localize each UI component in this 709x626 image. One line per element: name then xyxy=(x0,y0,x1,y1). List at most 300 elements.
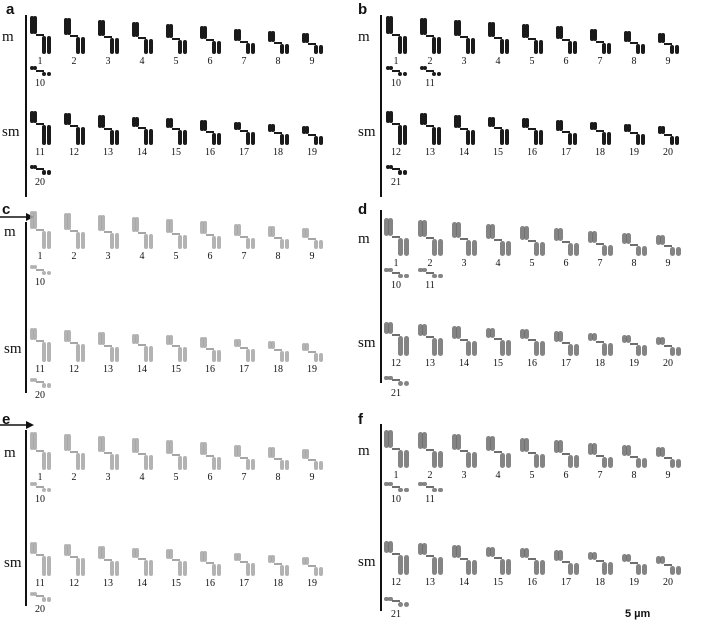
chromatid xyxy=(81,558,85,576)
centromere xyxy=(596,41,604,43)
chromatid xyxy=(42,342,46,362)
chromosome-pair xyxy=(28,482,52,492)
centromere xyxy=(392,334,400,336)
chromosome-pair xyxy=(384,322,408,356)
chromatid xyxy=(574,455,579,468)
chromatid xyxy=(466,38,470,54)
centromere xyxy=(240,130,248,132)
chromatid xyxy=(500,453,505,468)
chromatid xyxy=(178,347,182,362)
chromatid xyxy=(466,560,471,575)
chromosome-number: 6 xyxy=(563,258,569,269)
chromatid xyxy=(403,72,407,76)
chromatid xyxy=(534,130,538,145)
chromosome-number: 18 xyxy=(273,364,283,375)
chromatid xyxy=(491,22,495,37)
chromatid xyxy=(246,459,250,471)
centromere xyxy=(308,238,316,240)
chromatid xyxy=(432,37,436,54)
chromatid xyxy=(67,213,71,230)
chromosome-number: 20 xyxy=(35,604,45,615)
chromatid xyxy=(101,215,105,231)
chromatid xyxy=(47,72,51,76)
chromatid xyxy=(237,29,241,41)
centromere xyxy=(494,37,502,39)
chromosome-number: 17 xyxy=(561,358,571,369)
chromosome-number: 11 xyxy=(425,280,435,291)
chromatid xyxy=(76,453,80,470)
chromosome-number: 11 xyxy=(35,147,45,158)
row-label: m xyxy=(4,224,16,240)
chromosome-pair xyxy=(452,20,476,54)
chromatid xyxy=(203,221,207,234)
chromatid xyxy=(602,562,607,575)
chromatid xyxy=(404,488,409,492)
chromosome-number: 13 xyxy=(425,147,435,158)
chromosome-pair xyxy=(198,551,222,576)
chromatid xyxy=(457,115,461,128)
centromere xyxy=(70,230,78,232)
chromatid xyxy=(466,240,471,256)
chromatid xyxy=(169,335,173,345)
chromatid xyxy=(144,346,148,362)
chromosome-pair xyxy=(588,29,612,54)
chromatid xyxy=(217,133,221,146)
chromosome-number: 20 xyxy=(663,147,673,158)
chromosome-number: 4 xyxy=(495,258,501,269)
chromatid xyxy=(42,597,46,602)
chromosome-pair xyxy=(300,126,324,145)
chromatid xyxy=(540,242,545,256)
centromere xyxy=(36,486,44,488)
chromatid xyxy=(178,235,182,249)
chromosome-number: 12 xyxy=(391,147,401,158)
centromere xyxy=(36,450,44,452)
centromere xyxy=(36,554,44,556)
chromosome-number: 20 xyxy=(663,577,673,588)
chromatid xyxy=(438,239,443,256)
centromere xyxy=(308,43,316,45)
chromosome-number: 17 xyxy=(561,577,571,588)
centromere xyxy=(392,448,400,450)
chromatid xyxy=(404,274,409,278)
chromosome-number: 16 xyxy=(205,578,215,589)
row-label: sm xyxy=(2,124,20,140)
row-label: m xyxy=(358,443,370,459)
chromatid xyxy=(183,456,187,470)
chromatid xyxy=(490,436,495,451)
chromosome-pair xyxy=(656,447,680,468)
chromatid xyxy=(568,563,573,576)
centromere xyxy=(392,168,400,170)
chromatid xyxy=(305,33,309,43)
centromere xyxy=(206,348,214,350)
chromatid xyxy=(403,36,407,54)
chromatid xyxy=(33,111,37,123)
chromatid xyxy=(237,445,241,457)
centromere xyxy=(36,340,44,342)
chromatid xyxy=(422,324,427,336)
chromatid xyxy=(33,16,37,34)
chromosome-pair xyxy=(486,547,510,575)
chromatid xyxy=(178,40,182,54)
chromosome-pair xyxy=(452,115,476,145)
chromatid xyxy=(500,340,505,356)
chromosome-pair xyxy=(164,549,188,576)
chromatid xyxy=(437,37,441,54)
chromosome-number: 17 xyxy=(239,578,249,589)
centromere xyxy=(36,229,44,231)
chromatid xyxy=(251,43,255,55)
chromosome-pair xyxy=(520,118,544,145)
chromatid xyxy=(500,39,504,54)
chromosome-number: 10 xyxy=(391,494,401,505)
chromatid xyxy=(319,45,323,55)
chromatid xyxy=(285,44,289,55)
chromatid xyxy=(115,347,119,362)
centromere xyxy=(392,70,400,72)
chromatid xyxy=(642,564,647,575)
chromatid xyxy=(47,383,51,388)
chromatid xyxy=(398,36,402,54)
chromatid xyxy=(627,31,631,42)
chromatid xyxy=(574,563,579,576)
chromatid xyxy=(660,556,665,564)
chromosome-number: 3 xyxy=(461,258,467,269)
chromosome-pair xyxy=(520,438,544,468)
chromatid xyxy=(423,18,427,35)
chromatid xyxy=(574,243,579,256)
chromatid xyxy=(271,555,275,563)
centromere xyxy=(138,37,146,39)
chromatid xyxy=(217,564,221,577)
chromatid xyxy=(636,564,641,575)
chromosome-pair xyxy=(232,122,256,145)
chromatid xyxy=(398,170,402,175)
centromere xyxy=(274,349,282,351)
centromere xyxy=(494,127,502,129)
centromere xyxy=(392,34,400,36)
chromatid xyxy=(212,457,216,470)
chromatid xyxy=(398,238,403,256)
chromatid xyxy=(271,447,275,458)
chromatid xyxy=(212,41,216,54)
chromosome-number: 1 xyxy=(37,251,43,262)
chromosome-number: 9 xyxy=(665,258,671,269)
chromatid xyxy=(500,241,505,256)
chromosome-pair xyxy=(452,222,476,256)
chromatid xyxy=(592,231,597,243)
chromosome-pair xyxy=(418,324,442,356)
chromatid xyxy=(246,43,250,55)
chromosome-pair xyxy=(384,376,408,386)
chromatid xyxy=(457,20,461,36)
chromatid xyxy=(388,541,393,553)
centromere xyxy=(562,342,570,344)
centromere xyxy=(596,243,604,245)
chromatid xyxy=(149,234,153,249)
centromere xyxy=(460,339,468,341)
chromatid xyxy=(319,240,323,250)
chromosome-number: 17 xyxy=(239,147,249,158)
centromere xyxy=(664,345,672,347)
chromosome-number: 2 xyxy=(71,56,77,67)
chromosome-pair xyxy=(198,442,222,470)
chromatid xyxy=(110,454,114,470)
chromosome-pair xyxy=(28,16,52,54)
chromosome-number: 4 xyxy=(139,56,145,67)
chromatid xyxy=(169,549,173,559)
centromere xyxy=(36,269,44,271)
chromosome-pair xyxy=(300,33,324,54)
centromere xyxy=(460,238,468,240)
chromatid xyxy=(115,38,119,54)
chromatid xyxy=(101,20,105,36)
chromosome-pair xyxy=(232,339,256,362)
chromatid xyxy=(670,459,675,469)
chromatid xyxy=(212,564,216,577)
chromosome-number: 7 xyxy=(597,470,603,481)
chromosome-number: 12 xyxy=(391,577,401,588)
chromatid xyxy=(203,120,207,131)
chromatid xyxy=(280,351,284,362)
chromatid xyxy=(246,132,250,145)
row-label: m xyxy=(4,445,16,461)
chromatid xyxy=(422,432,427,449)
scale-bar-label: 5 µm xyxy=(625,608,651,620)
centromere xyxy=(562,39,570,41)
centromere xyxy=(172,38,180,40)
chromosome-number: 15 xyxy=(171,147,181,158)
centromere xyxy=(206,455,214,457)
chromatid xyxy=(101,436,105,452)
centromere xyxy=(274,458,282,460)
centromere xyxy=(172,559,180,561)
chromosome-number: 14 xyxy=(137,147,147,158)
chromosome-number: 10 xyxy=(391,78,401,89)
chromatid xyxy=(280,44,284,55)
chromosome-number: 6 xyxy=(563,470,569,481)
chromosome-pair xyxy=(452,434,476,468)
centromere xyxy=(494,557,502,559)
chromosome-number: 2 xyxy=(71,472,77,483)
chromosome-pair xyxy=(418,543,442,575)
chromosome-number: 11 xyxy=(35,364,45,375)
chromatid xyxy=(47,271,51,275)
chromatid xyxy=(660,235,665,245)
chromatid xyxy=(47,231,51,249)
chromatid xyxy=(169,118,173,128)
chromosome-pair xyxy=(232,224,256,249)
chromosome-number: 21 xyxy=(391,177,401,188)
chromosome-pair xyxy=(232,445,256,470)
chromosome-number: 19 xyxy=(629,147,639,158)
chromosome-pair xyxy=(96,215,120,249)
chromatid xyxy=(81,232,85,249)
centromere xyxy=(664,245,672,247)
centromere xyxy=(392,553,400,555)
centromere xyxy=(426,237,434,239)
chromatid xyxy=(471,38,475,54)
chromatid xyxy=(525,24,529,38)
chromatid xyxy=(438,557,443,575)
chromatid xyxy=(212,350,216,363)
chromosome-pair xyxy=(130,22,154,54)
chromosome-pair xyxy=(486,328,510,356)
chromatid xyxy=(47,125,51,145)
chromatid xyxy=(534,454,539,468)
chromatid xyxy=(593,29,597,41)
centromere xyxy=(36,34,44,36)
chromosome-number: 3 xyxy=(461,56,467,67)
chromatid xyxy=(437,127,441,145)
chromatid xyxy=(389,111,393,123)
centromere xyxy=(274,132,282,134)
chromosome-number: 7 xyxy=(241,56,247,67)
chromosome-number: 19 xyxy=(307,578,317,589)
chromosome-number: 6 xyxy=(207,56,213,67)
chromosome-number: 18 xyxy=(273,578,283,589)
centromere xyxy=(70,342,78,344)
chromosome-pair xyxy=(622,124,646,145)
chromosome-number: 20 xyxy=(35,390,45,401)
chromatid xyxy=(183,235,187,249)
chromosome-number: 14 xyxy=(459,577,469,588)
chromosome-number: 7 xyxy=(241,251,247,262)
chromosome-pair xyxy=(266,555,290,576)
chromosome-pair xyxy=(96,436,120,470)
chromatid xyxy=(76,232,80,249)
chromosome-number: 8 xyxy=(275,472,281,483)
chromosome-pair xyxy=(588,552,612,575)
centromere xyxy=(172,128,180,130)
chromatid xyxy=(602,457,607,469)
chromosome-pair xyxy=(588,333,612,356)
chromatid xyxy=(67,330,71,342)
row-divider-line xyxy=(380,210,382,383)
chromatid xyxy=(524,438,529,452)
chromatid xyxy=(305,228,309,238)
chromatid xyxy=(534,341,539,356)
chromosome-number: 1 xyxy=(37,472,43,483)
centromere xyxy=(70,556,78,558)
chromatid xyxy=(607,132,611,145)
centromere xyxy=(392,123,400,125)
chromosome-number: 10 xyxy=(35,78,45,89)
chromatid xyxy=(305,126,309,134)
chromatid xyxy=(404,602,409,607)
chromatid xyxy=(398,72,402,76)
chromosome-pair xyxy=(28,378,52,388)
chromosome-number: 8 xyxy=(631,258,637,269)
chromatid xyxy=(456,222,461,238)
chromatid xyxy=(398,336,403,356)
centromere xyxy=(562,453,570,455)
chromatid xyxy=(432,557,437,575)
chromatid xyxy=(305,557,309,565)
chromosome-number: 16 xyxy=(527,577,537,588)
centromere xyxy=(104,345,112,347)
panel-label: e xyxy=(2,411,11,428)
centromere xyxy=(494,239,502,241)
chromatid xyxy=(602,245,607,257)
chromatid xyxy=(456,326,461,339)
chromatid xyxy=(540,341,545,356)
centromere xyxy=(460,558,468,560)
chromatid xyxy=(285,239,289,250)
chromatid xyxy=(540,454,545,468)
chromosome-number: 3 xyxy=(105,56,111,67)
chromatid xyxy=(81,127,85,145)
chromatid xyxy=(314,45,318,55)
chromatid xyxy=(149,346,153,362)
centromere xyxy=(104,452,112,454)
chromosome-number: 13 xyxy=(425,577,435,588)
chromatid xyxy=(472,560,477,575)
chromosome-pair xyxy=(130,548,154,576)
chromatid xyxy=(404,555,409,575)
chromatid xyxy=(110,38,114,54)
chromosome-pair xyxy=(198,26,222,54)
chromosome-number: 12 xyxy=(69,364,79,375)
chromatid xyxy=(237,224,241,236)
row-label: sm xyxy=(358,124,376,140)
centromere xyxy=(426,272,434,274)
centromere xyxy=(206,562,214,564)
chromosome-number: 19 xyxy=(629,358,639,369)
chromatid xyxy=(203,26,207,39)
chromatid xyxy=(592,333,597,341)
chromosome-number: 1 xyxy=(37,56,43,67)
chromosome-number: 2 xyxy=(427,470,433,481)
chromatid xyxy=(144,129,148,145)
chromosome-pair xyxy=(656,556,680,575)
chromosome-number: 15 xyxy=(493,577,503,588)
chromosome-pair xyxy=(588,443,612,468)
centromere xyxy=(308,459,316,461)
chromatid xyxy=(608,562,613,575)
centromere xyxy=(528,339,536,341)
chromatid xyxy=(314,353,318,362)
row-label: sm xyxy=(358,554,376,570)
chromosome-number: 19 xyxy=(307,147,317,158)
chromatid xyxy=(641,134,645,145)
chromosome-number: 14 xyxy=(459,358,469,369)
chromatid xyxy=(42,231,46,249)
chromatid xyxy=(608,343,613,356)
chromatid xyxy=(500,129,504,145)
centromere xyxy=(562,131,570,133)
centromere xyxy=(392,600,400,602)
centromere xyxy=(426,70,434,72)
chromosome-pair xyxy=(28,66,52,76)
chromosome-number: 8 xyxy=(275,251,281,262)
centromere xyxy=(630,456,638,458)
chromatid xyxy=(438,451,443,468)
chromatid xyxy=(319,567,323,576)
chromatid xyxy=(178,130,182,145)
chromatid xyxy=(602,132,606,145)
chromatid xyxy=(47,170,51,175)
centromere xyxy=(70,125,78,127)
chromatid xyxy=(135,438,139,453)
chromosome-number: 5 xyxy=(173,56,179,67)
row-divider-line xyxy=(25,15,27,197)
chromatid xyxy=(76,37,80,54)
centromere xyxy=(138,344,146,346)
chromosome-number: 9 xyxy=(309,56,315,67)
chromosome-pair xyxy=(554,26,578,54)
